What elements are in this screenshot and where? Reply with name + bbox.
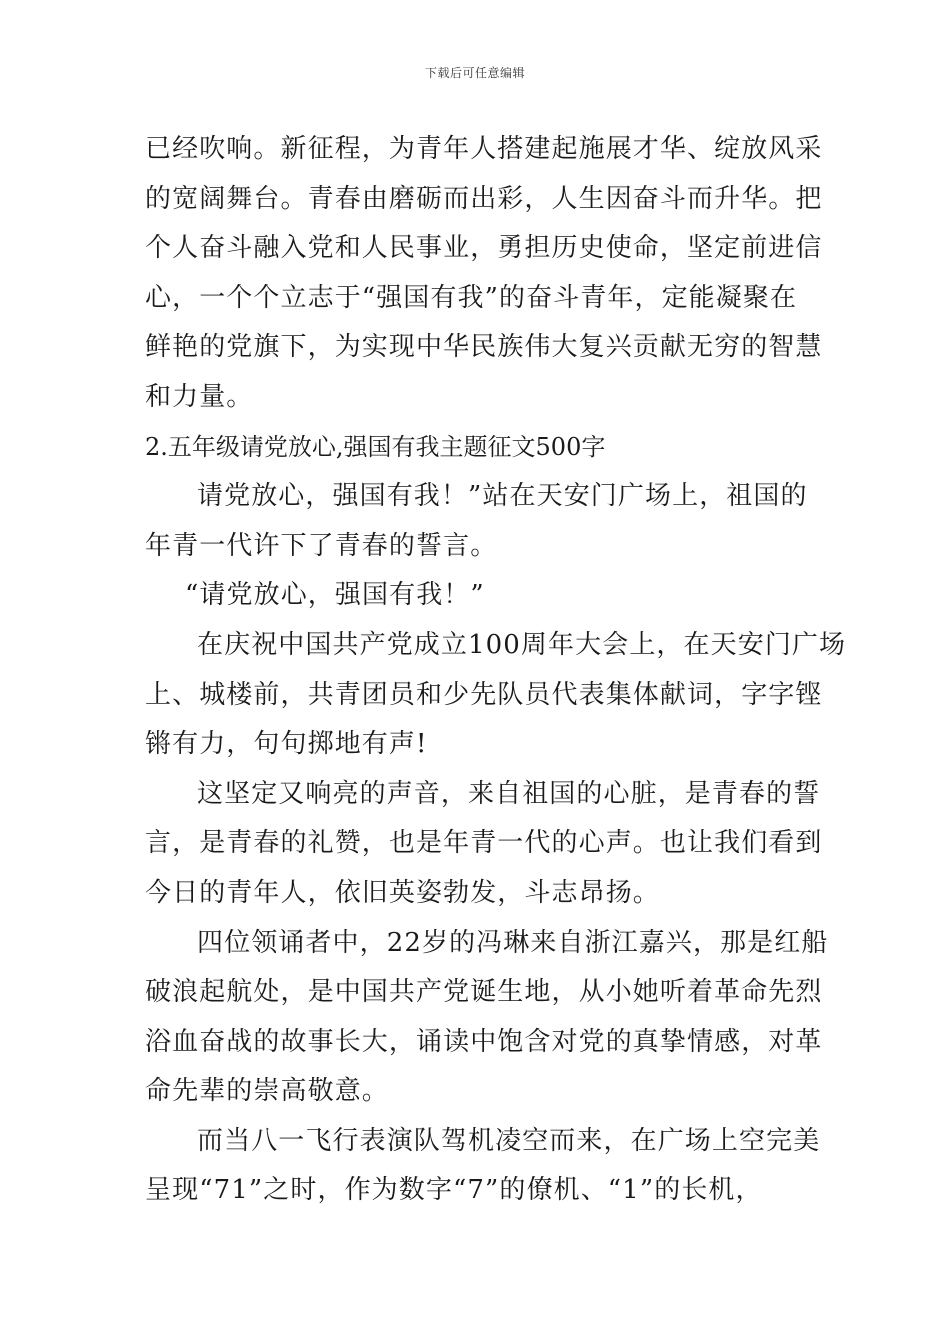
text-line: 上、城楼前，共青团员和少先队员代表集体献词，字字铿 bbox=[145, 679, 823, 710]
continuation-paragraph bbox=[145, 125, 823, 423]
text-line: 今日的青年人，依旧英姿勃发，斗志昂扬。 bbox=[145, 877, 660, 908]
text-line: 请党放心，强国有我！”站在天安门广场上，祖国的 bbox=[197, 481, 808, 512]
body-paragraph bbox=[145, 472, 807, 571]
text-line: 在庆祝中国共产党成立100周年大会上，在天安门广场 bbox=[197, 629, 847, 660]
text-line: 而当八一飞行表演队驾机凌空而来，在广场上空完美 bbox=[197, 1125, 821, 1156]
text-line: 锵有力，句句掷地有声! bbox=[145, 729, 428, 760]
body-paragraph bbox=[145, 919, 829, 1117]
text-line: 四位领诵者中，22岁的冯琳来自浙江嘉兴，那是红船 bbox=[197, 927, 829, 958]
text-line: 命先辈的崇高敬意。 bbox=[145, 1076, 389, 1107]
text-line: 言，是青春的礼赞，也是年青一代的心声。也让我们看到 bbox=[145, 828, 823, 859]
text-line: 浴血奋战的故事长大，诵读中饱含对党的真挚情感，对革 bbox=[145, 1026, 823, 1057]
text-line: 鲜艳的党旗下，为实现中华民族伟大复兴贡献无穷的智慧 bbox=[145, 332, 823, 363]
text-line: 这坚定又响亮的声音，来自祖国的心脏，是青春的誓 bbox=[197, 778, 821, 809]
page-header-note: 下载后可任意编辑 bbox=[424, 66, 525, 80]
text-line: 呈现“71”之时，作为数字“7”的僚机、“1”的长机， bbox=[145, 1175, 763, 1206]
text-line: 个人奋斗融入党和人民事业，勇担历史使命，坚定前进信 bbox=[145, 233, 823, 264]
text-line: 和力量。 bbox=[145, 381, 254, 412]
heading-line: 2.五年级请党放心,强国有我主题征文500字 bbox=[145, 432, 606, 461]
quote-paragraph bbox=[145, 571, 807, 621]
document-body bbox=[145, 125, 847, 1216]
text-line: 的宽阔舞台。青春由磨砺而出彩，人生因奋斗而升华。把 bbox=[145, 183, 823, 214]
section-heading bbox=[145, 423, 807, 473]
text-line: 破浪起航处，是中国共产党诞生地，从小她听着革命先烈 bbox=[145, 977, 823, 1008]
quote-line: “请党放心，强国有我！” bbox=[185, 580, 485, 611]
body-paragraph bbox=[145, 770, 823, 919]
text-line: 心，一个个立志于“强国有我”的奋斗青年，定能凝聚在 bbox=[145, 282, 798, 313]
text-line: 已经吹响。新征程，为青年人搭建起施展才华、绽放风采 bbox=[145, 134, 823, 164]
text-line: 年青一代许下了青春的誓言。 bbox=[145, 530, 498, 561]
body-paragraph bbox=[145, 621, 847, 770]
body-paragraph bbox=[145, 1117, 821, 1216]
